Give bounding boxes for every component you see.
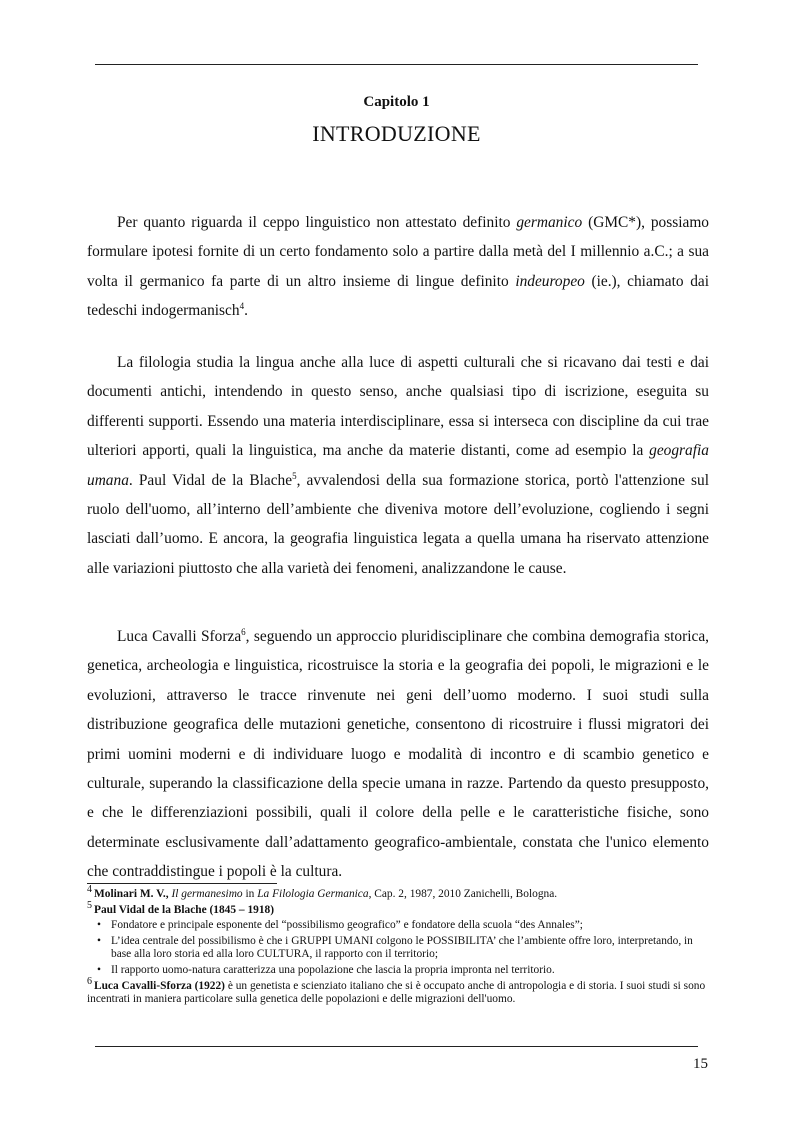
footnote-book: La Filologia Germanica [257,888,369,900]
footnote-bullet [87,919,712,933]
text-segment: , seguendo un approccio pluridisciplinare che combina demografia storica, genetica, archeologia e linguistica, ricostruisce la storia e la geografia dei popoli, le migrazioni e le evoluzioni, attraverso le tracce rinvenute nei geni dell’uomo moderno. I suoi studi sulla distribuzione geografica delle mutazioni genetiche, consentono di ricostruire i flussi migratori dei primi uomini moderni e di individuare luogo e modalità di incontro e di scambio genetico e culturale, superando la classificazione della specie umana in razze. Partendo da questo presupposto, e che le differenziazioni possibili, quali il colore della pelle e le caratteristiche fisiche, sono determinate esclusivamente dall’adattamento geografico-ambientale, constata che l'unico elemento che contraddistingue i popoli è la cultura. [87,628,710,881]
footnote-mark: 5 [87,899,92,911]
text-segment: . [244,302,248,320]
text-segment: . Paul Vidal de la Blache [128,471,293,489]
footer-rule [95,1046,698,1047]
chapter-label: Capitolo 1 [363,94,430,110]
footnote-mark: 4 [87,884,92,896]
bullet-text: L’idea centrale del possibilismo è che i GRUPPI UMANI colgono le POSSIBILITA’ che l’ambiente offre loro, interpretando, in base alla loro storia ed alla loro CULTURA, il rapporto con il territorio; [111,934,693,961]
header-rule [95,64,698,65]
bullet-icon: • [97,963,101,976]
text-segment: La filologia studia la lingua anche alla luce di aspetti culturali che si ricavano dai testi e dai documenti antichi, intendendo in questo senso, anche qualsiasi tipo di iscrizione, eseguita su differenti supporti. Essendo una materia interdisciplinare, essa si interseca con discipline da cui trae ulteriori apporti, quali la linguistica, ma anche da materie distanti, come ad esempio la [87,354,709,460]
page-number: 15 [693,1056,708,1072]
footnote-author: Molinari M. V., [94,888,169,900]
text-segment: in [242,888,258,900]
footnote-separator [87,883,277,884]
text-segment: (GMC*), possiamo formulare ipotesi fornite di un certo fondamento solo a partire dalla metà del I millennio a.C.; a sua volta il germanico fa parte di un altro insieme di lingue definito [87,214,710,290]
footnote-name: Luca Cavalli-Sforza (1922) [94,979,225,992]
footnote-5 [87,899,712,918]
text-segment: Luca Cavalli Sforza [117,628,242,645]
footnote-bullet [87,964,712,978]
footnote-title: Il germanesimo [171,888,243,900]
bullet-icon: • [97,919,101,932]
bullet-text: Il rapporto uomo-natura caratterizza una popolazione che lascia la propria impronta nel territorio. [111,963,555,976]
chapter-title: INTRODUZIONE [312,121,481,146]
footnote-mark: 6 [87,975,92,987]
text-segment: , Cap. 2, 1987, 2010 Zanichelli, Bologna. [368,888,558,900]
paragraph-1 [87,208,709,326]
footnote-4 [87,884,712,902]
bullet-text: Fondatore e principale esponente del “possibilismo geografico” e fondatore della scuola “des Annales”; [111,919,583,932]
footnote-ref: 6 [241,626,246,637]
text-segment: (ie.), chiamato dai tedeschi indogermanisch [87,272,709,320]
paragraph-3 [87,622,709,887]
footnote-ref: 4 [239,301,245,312]
text-segment: , avvalendosi della sua formazione storica, portò l'attenzione sul ruolo dell'uomo, all’interno dell’ambiente che diveniva motore dell’evoluzione, cogliendo i segni lasciati dall’uomo. E ancora, la geografia linguistica legata a quella umana ha riservato attenzione alle variazioni piuttosto che alla varietà dei fenomeni, analizzandone le cause. [87,471,710,577]
italic-term: germanico [516,214,583,231]
footnote-6 [87,975,712,1007]
italic-term: geografia umana [87,442,709,489]
bullet-icon: • [97,934,101,947]
footnote-bullet [87,935,712,962]
text-segment: è un genetista e scienziato italiano che si è occupato anche di antropologia e di storia. I suoi studi si sono incentrati in maniera particolare sulla genetica delle popolazioni e delle migrazioni dell'uomo. [87,979,706,1006]
footnote-ref: 5 [292,470,297,481]
italic-term: indeuropeo [515,272,585,290]
paragraph-2 [87,348,709,583]
footnote-heading: Paul Vidal de la Blache (1845 – 1918) [94,903,275,916]
footnotes [87,884,712,1009]
text-segment: Per quanto riguarda il ceppo linguistico non attestato definito [117,214,517,231]
